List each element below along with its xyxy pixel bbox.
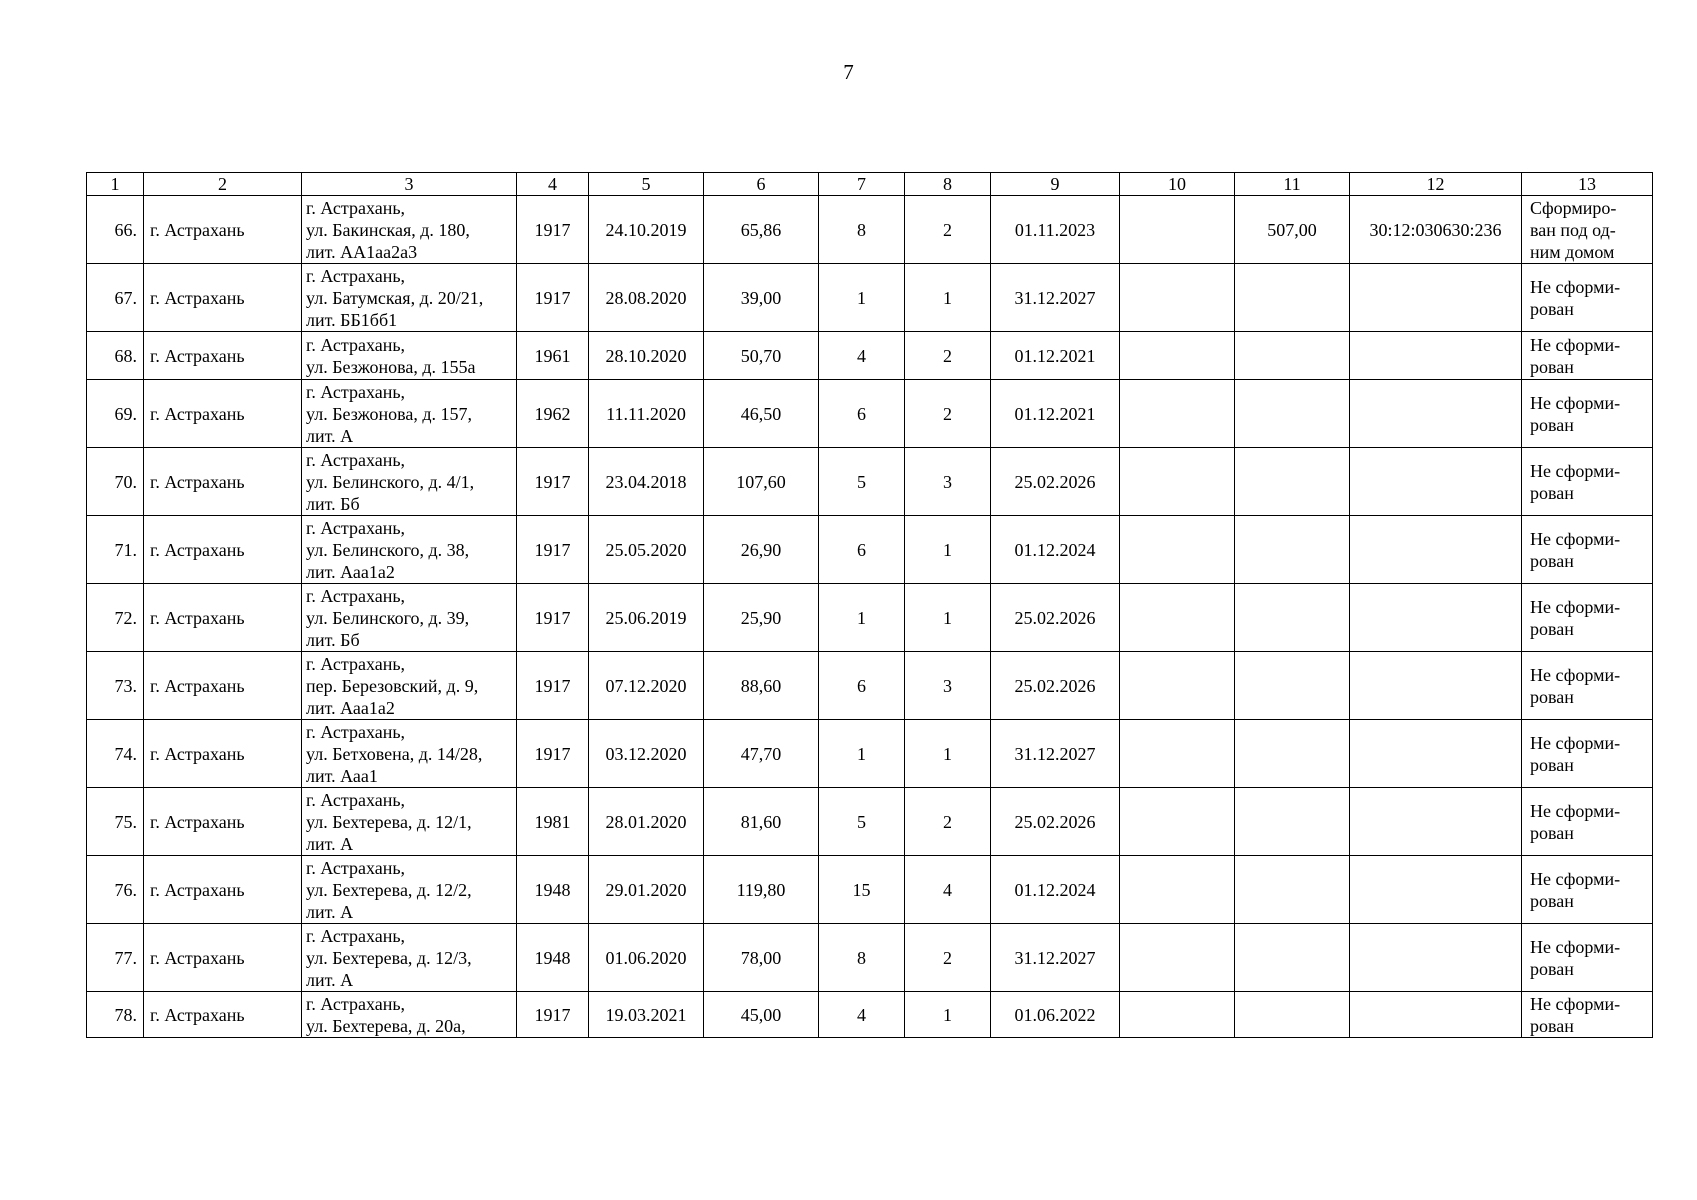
column-11-cell [1235,448,1350,516]
status-cell: Не сформи- рован [1522,652,1653,720]
deadline-cell: 01.11.2023 [991,196,1120,264]
deadline-cell: 25.02.2026 [991,652,1120,720]
row-number-cell: 76. [87,856,144,924]
date-cell: 25.05.2020 [589,516,704,584]
table-row [87,264,1653,332]
date-cell: 23.04.2018 [589,448,704,516]
column-8-cell: 2 [905,380,991,448]
area-cell: 47,70 [704,720,819,788]
column-8-cell: 1 [905,584,991,652]
column-7-cell: 8 [819,924,905,992]
column-7-cell: 1 [819,264,905,332]
header-cell: 8 [905,173,991,196]
column-11-cell [1235,584,1350,652]
city-cell: г. Астрахань [144,516,302,584]
table-row [87,992,1653,1038]
table-row [87,516,1653,584]
column-10-cell [1120,448,1235,516]
city-cell: г. Астрахань [144,652,302,720]
column-10-cell [1120,924,1235,992]
header-cell: 3 [302,173,517,196]
column-10-cell [1120,856,1235,924]
header-cell: 10 [1120,173,1235,196]
deadline-cell: 01.12.2024 [991,856,1120,924]
column-10-cell [1120,720,1235,788]
row-number-cell: 72. [87,584,144,652]
column-8-cell: 2 [905,332,991,380]
column-8-cell: 3 [905,448,991,516]
city-cell: г. Астрахань [144,264,302,332]
column-8-cell: 2 [905,196,991,264]
cadastral-number-cell [1350,584,1522,652]
column-7-cell: 1 [819,720,905,788]
city-cell: г. Астрахань [144,788,302,856]
date-cell: 01.06.2020 [589,924,704,992]
city-cell: г. Астрахань [144,380,302,448]
year-cell: 1917 [517,720,589,788]
column-8-cell: 2 [905,924,991,992]
date-cell: 11.11.2020 [589,380,704,448]
column-11-cell [1235,652,1350,720]
column-10-cell [1120,380,1235,448]
header-cell: 13 [1522,173,1653,196]
row-number-cell: 70. [87,448,144,516]
address-cell: г. Астрахань, ул. Бакинская, д. 180, лит. АА1аа2а3 [302,196,517,264]
row-number-cell: 68. [87,332,144,380]
table-row [87,720,1653,788]
address-cell: г. Астрахань, ул. Безжонова, д. 157, лит. А [302,380,517,448]
header-cell: 4 [517,173,589,196]
column-7-cell: 6 [819,516,905,584]
date-cell: 28.01.2020 [589,788,704,856]
address-cell: г. Астрахань, ул. Белинского, д. 38, лит. Ааа1а2 [302,516,517,584]
header-cell: 11 [1235,173,1350,196]
address-cell: г. Астрахань, ул. Бехтерева, д. 12/3, лит. А [302,924,517,992]
row-number-cell: 75. [87,788,144,856]
area-cell: 50,70 [704,332,819,380]
address-cell: г. Астрахань, ул. Бетховена, д. 14/28, лит. Ааа1 [302,720,517,788]
cadastral-number-cell [1350,380,1522,448]
table-row [87,196,1653,264]
column-10-cell [1120,332,1235,380]
year-cell: 1981 [517,788,589,856]
column-11-cell [1235,856,1350,924]
column-10-cell [1120,788,1235,856]
address-cell: г. Астрахань, ул. Безжонова, д. 155а [302,332,517,380]
column-10-cell [1120,196,1235,264]
cadastral-number-cell [1350,788,1522,856]
address-cell: г. Астрахань, ул. Белинского, д. 39, лит. Бб [302,584,517,652]
row-number-cell: 74. [87,720,144,788]
table-row [87,380,1653,448]
table-row [87,924,1653,992]
column-10-cell [1120,516,1235,584]
column-7-cell: 6 [819,652,905,720]
city-cell: г. Астрахань [144,196,302,264]
city-cell: г. Астрахань [144,924,302,992]
status-cell: Не сформи- рован [1522,720,1653,788]
header-cell: 6 [704,173,819,196]
city-cell: г. Астрахань [144,448,302,516]
cadastral-number-cell [1350,856,1522,924]
city-cell: г. Астрахань [144,992,302,1038]
deadline-cell: 31.12.2027 [991,264,1120,332]
column-7-cell: 8 [819,196,905,264]
column-7-cell: 1 [819,584,905,652]
header-cell: 2 [144,173,302,196]
column-7-cell: 15 [819,856,905,924]
cadastral-number-cell [1350,264,1522,332]
deadline-cell: 01.12.2024 [991,516,1120,584]
housing-table [86,172,1653,1038]
year-cell: 1917 [517,264,589,332]
deadline-cell: 31.12.2027 [991,720,1120,788]
table-row [87,652,1653,720]
date-cell: 29.01.2020 [589,856,704,924]
deadline-cell: 01.06.2022 [991,992,1120,1038]
cadastral-number-cell [1350,652,1522,720]
status-cell: Не сформи- рован [1522,788,1653,856]
year-cell: 1917 [517,992,589,1038]
status-cell: Не сформи- рован [1522,924,1653,992]
area-cell: 45,00 [704,992,819,1038]
column-11-cell [1235,380,1350,448]
status-cell: Не сформи- рован [1522,332,1653,380]
column-10-cell [1120,652,1235,720]
row-number-cell: 78. [87,992,144,1038]
cadastral-number-cell [1350,924,1522,992]
address-cell: г. Астрахань, ул. Бехтерева, д. 12/2, лит. А [302,856,517,924]
column-7-cell: 4 [819,992,905,1038]
address-cell: г. Астрахань, ул. Бехтерева, д. 20а, [302,992,517,1038]
row-number-cell: 67. [87,264,144,332]
date-cell: 07.12.2020 [589,652,704,720]
column-8-cell: 1 [905,516,991,584]
header-cell: 12 [1350,173,1522,196]
column-8-cell: 1 [905,720,991,788]
column-10-cell [1120,584,1235,652]
address-cell: г. Астрахань, ул. Бехтерева, д. 12/1, лит. А [302,788,517,856]
area-cell: 119,80 [704,856,819,924]
column-11-cell [1235,332,1350,380]
year-cell: 1961 [517,332,589,380]
column-8-cell: 1 [905,992,991,1038]
column-11-cell [1235,264,1350,332]
status-cell: Не сформи- рован [1522,856,1653,924]
year-cell: 1962 [517,380,589,448]
table-row [87,584,1653,652]
column-7-cell: 6 [819,380,905,448]
year-cell: 1948 [517,856,589,924]
city-cell: г. Астрахань [144,584,302,652]
date-cell: 25.06.2019 [589,584,704,652]
cadastral-number-cell [1350,332,1522,380]
date-cell: 28.08.2020 [589,264,704,332]
address-cell: г. Астрахань, пер. Березовский, д. 9, лит. Ааа1а2 [302,652,517,720]
column-7-cell: 4 [819,332,905,380]
city-cell: г. Астрахань [144,332,302,380]
date-cell: 19.03.2021 [589,992,704,1038]
area-cell: 39,00 [704,264,819,332]
status-cell: Не сформи- рован [1522,992,1653,1038]
area-cell: 26,90 [704,516,819,584]
column-11-cell [1235,720,1350,788]
deadline-cell: 01.12.2021 [991,332,1120,380]
status-cell: Не сформи- рован [1522,448,1653,516]
address-cell: г. Астрахань, ул. Белинского, д. 4/1, лит. Бб [302,448,517,516]
column-11-cell: 507,00 [1235,196,1350,264]
column-7-cell: 5 [819,448,905,516]
header-cell: 5 [589,173,704,196]
date-cell: 28.10.2020 [589,332,704,380]
column-11-cell [1235,516,1350,584]
column-8-cell: 1 [905,264,991,332]
table-row [87,788,1653,856]
deadline-cell: 01.12.2021 [991,380,1120,448]
year-cell: 1917 [517,584,589,652]
row-number-cell: 77. [87,924,144,992]
status-cell: Не сформи- рован [1522,584,1653,652]
area-cell: 88,60 [704,652,819,720]
area-cell: 81,60 [704,788,819,856]
column-8-cell: 2 [905,788,991,856]
column-8-cell: 3 [905,652,991,720]
deadline-cell: 25.02.2026 [991,788,1120,856]
table-row [87,332,1653,380]
deadline-cell: 25.02.2026 [991,584,1120,652]
cadastral-number-cell [1350,516,1522,584]
header-cell: 9 [991,173,1120,196]
area-cell: 107,60 [704,448,819,516]
column-10-cell [1120,992,1235,1038]
row-number-cell: 69. [87,380,144,448]
year-cell: 1948 [517,924,589,992]
date-cell: 03.12.2020 [589,720,704,788]
year-cell: 1917 [517,196,589,264]
address-cell: г. Астрахань, ул. Батумская, д. 20/21, лит. ББ1бб1 [302,264,517,332]
column-8-cell: 4 [905,856,991,924]
area-cell: 65,86 [704,196,819,264]
header-cell: 1 [87,173,144,196]
cadastral-number-cell [1350,448,1522,516]
column-7-cell: 5 [819,788,905,856]
area-cell: 25,90 [704,584,819,652]
deadline-cell: 31.12.2027 [991,924,1120,992]
date-cell: 24.10.2019 [589,196,704,264]
header-cell: 7 [819,173,905,196]
column-11-cell [1235,788,1350,856]
row-number-cell: 73. [87,652,144,720]
table-row [87,856,1653,924]
column-11-cell [1235,924,1350,992]
cadastral-number-cell [1350,992,1522,1038]
status-cell: Сформиро- ван под од- ним домом [1522,196,1653,264]
area-cell: 78,00 [704,924,819,992]
column-10-cell [1120,264,1235,332]
row-number-cell: 66. [87,196,144,264]
status-cell: Не сформи- рован [1522,264,1653,332]
deadline-cell: 25.02.2026 [991,448,1120,516]
city-cell: г. Астрахань [144,720,302,788]
year-cell: 1917 [517,652,589,720]
page-number: 7 [843,60,854,84]
status-cell: Не сформи- рован [1522,516,1653,584]
year-cell: 1917 [517,448,589,516]
year-cell: 1917 [517,516,589,584]
table-row [87,448,1653,516]
header-row [87,173,1653,196]
row-number-cell: 71. [87,516,144,584]
column-11-cell [1235,992,1350,1038]
cadastral-number-cell: 30:12:030630:236 [1350,196,1522,264]
city-cell: г. Астрахань [144,856,302,924]
cadastral-number-cell [1350,720,1522,788]
area-cell: 46,50 [704,380,819,448]
status-cell: Не сформи- рован [1522,380,1653,448]
